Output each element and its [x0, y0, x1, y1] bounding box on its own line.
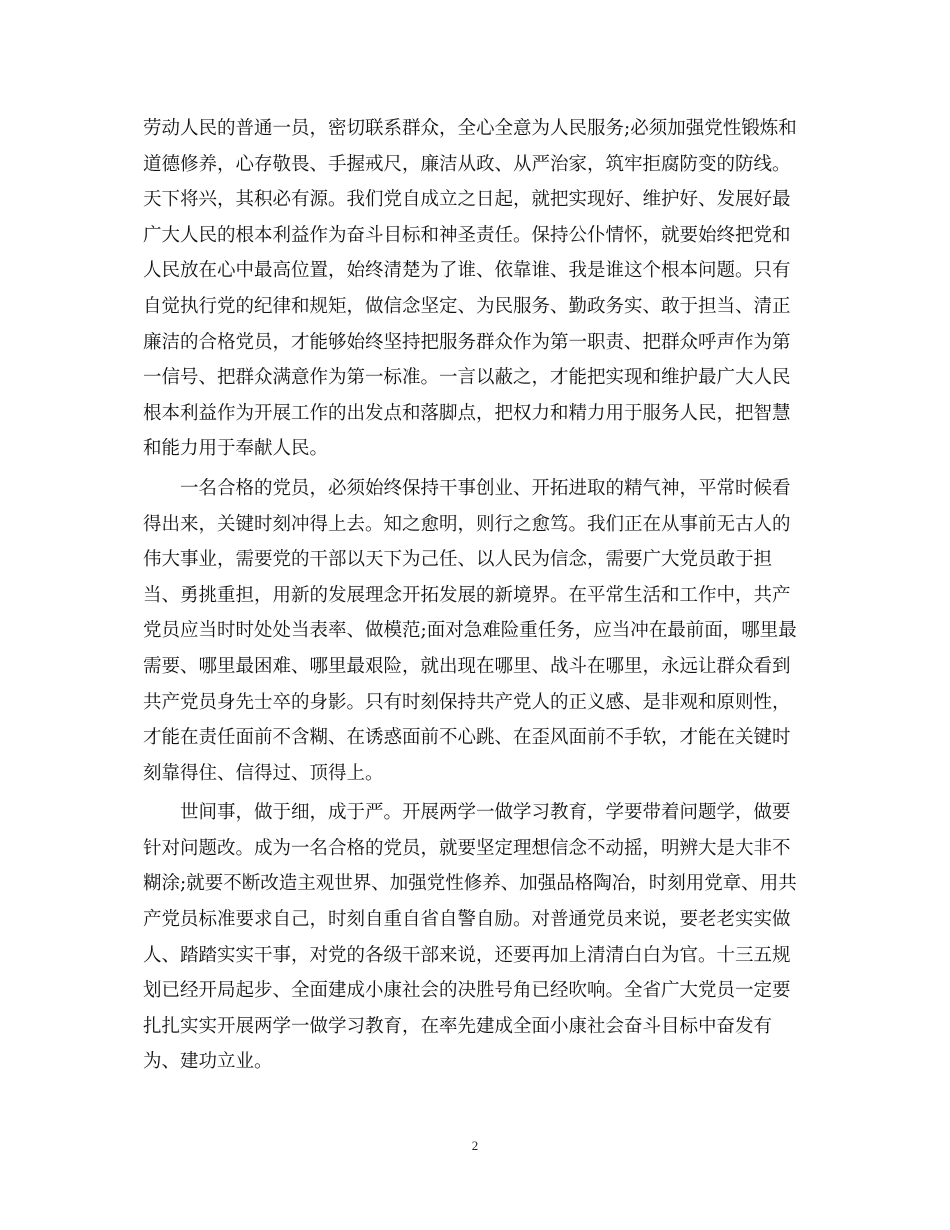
- text-line: 人、踏踏实实干事，对党的各级干部来说，还要再加上清清白白为官。十三五规: [143, 944, 791, 966]
- text-line: 伟大事业，需要党的干部以天下为己任、以人民为信念，需要广大党员敢于担: [143, 549, 773, 571]
- text-line: 劳动人民的普通一员，密切联系群众，全心全意为人民服务;必须加强党性锻炼和: [143, 118, 797, 139]
- text-line: 得出来，关键时刻冲得上去。知之愈明，则行之愈笃。我们正在从事前无古人的: [143, 513, 791, 535]
- text-line: 廉洁的合格党员，才能够始终坚持把服务群众作为第一职责、把群众呼声作为第: [143, 331, 791, 353]
- text-line: 一名合格的党员，必须始终保持干事创业、开拓进取的精气神，平常时候看: [143, 477, 791, 499]
- text-line: 党员应当时时处处当表率、做模范;面对急难险重任务，应当冲在最前面，哪里最: [143, 620, 797, 642]
- text-line: 共产党员身先士卒的身影。只有时刻保持共产党人的正义感、是非观和原则性，: [143, 691, 791, 713]
- text-line: 需要、哪里最困难、哪里最艰险，就出现在哪里、战斗在哪里，永远让群众看到: [143, 655, 791, 677]
- page-number: 2: [471, 1138, 479, 1153]
- text-line: 刻靠得住、信得过、顶得上。: [143, 762, 384, 784]
- text-line: 自觉执行党的纪律和规矩，做信念坚定、为民服务、勤政务实、敢于担当、清正: [143, 295, 791, 317]
- text-line: 为、建功立业。: [143, 1051, 273, 1073]
- text-line: 才能在责任面前不含糊、在诱惑面前不心跳、在歪风面前不手软，才能在关键时: [143, 727, 791, 749]
- paragraph: [143, 795, 808, 1080]
- text-line: 扎扎实实开展两学一做学习教育，在率先建成全面小康社会奋斗目标中奋发有: [143, 1015, 773, 1037]
- text-line: 产党员标准要求自己，时刻自重自省自警自励。对普通党员来说，要老老实实做: [143, 909, 791, 931]
- text-line: 天下将兴，其积必有源。我们党自成立之日起，就把实现好、维护好、发展好最: [143, 189, 791, 211]
- text-line: 根本利益作为开展工作的出发点和落脚点，把权力和精力用于服务人民，把智慧: [143, 402, 791, 424]
- paragraph: [143, 471, 808, 791]
- document-body: [143, 111, 808, 1080]
- text-line: 糊涂;就要不断改造主观世界、加强党性修养、加强品格陶冶，时刻用党章、用共: [143, 873, 797, 895]
- text-line: 针对问题改。成为一名合格的党员，就要坚定理想信念不动摇，明辨大是大非不: [143, 837, 791, 859]
- paragraph: [143, 111, 808, 467]
- text-line: 人民放在心中最高位置，始终清楚为了谁、依靠谁、我是谁这个根本问题。只有: [143, 260, 791, 282]
- text-line: 世间事，做于细，成于严。开展两学一做学习教育，学要带着问题学，做要: [143, 802, 791, 824]
- text-line: 划已经开局起步、全面建成小康社会的决胜号角已经吹响。全省广大党员一定要: [143, 980, 791, 1002]
- text-line: 广大人民的根本利益作为奋斗目标和神圣责任。保持公仆情怀，就要始终把党和: [143, 224, 791, 246]
- text-line: 道德修养，心存敬畏、手握戒尺，廉洁从政、从严治家，筑牢拒腐防变的防线。: [143, 153, 791, 175]
- text-line: 一信号、把群众满意作为第一标准。一言以蔽之，才能把实现和维护最广大人民: [143, 367, 791, 389]
- text-line: 和能力用于奉献人民。: [143, 438, 329, 460]
- text-line: 当、勇挑重担，用新的发展理念开拓发展的新境界。在平常生活和工作中，共产: [143, 584, 791, 606]
